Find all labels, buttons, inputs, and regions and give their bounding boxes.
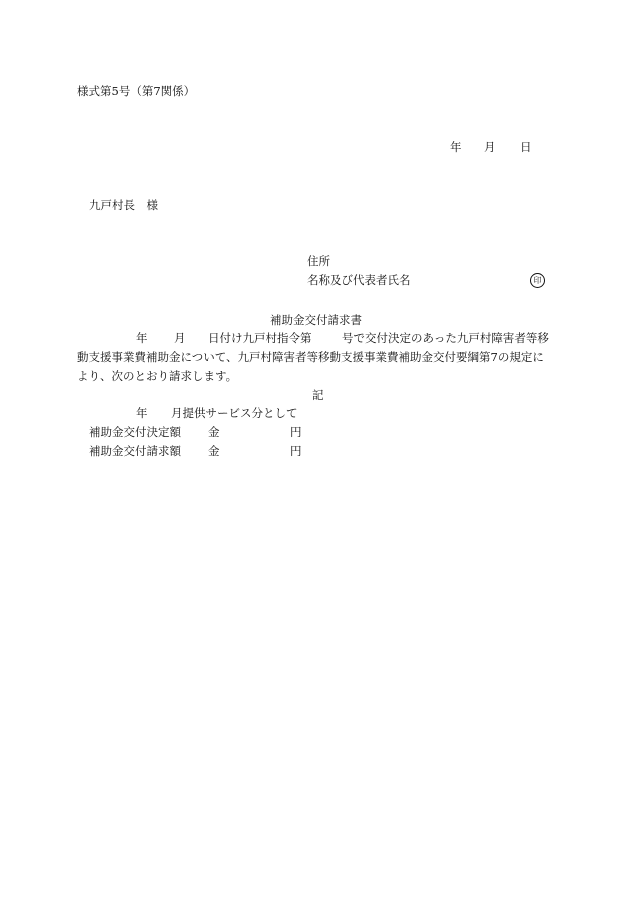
body-line3: より、次のとおり請求します。 (77, 369, 238, 383)
decided-amount-prefix: 金 (208, 425, 220, 439)
date-day: 日 (520, 140, 532, 154)
body-line1-a: 日付け九戸村指令第 (208, 331, 312, 345)
decided-amount-unit: 円 (290, 425, 302, 439)
requested-amount-unit: 円 (290, 444, 302, 458)
requested-amount-label: 補助金交付請求額 (89, 444, 181, 458)
seal-mark: 印 (530, 273, 545, 288)
address-label: 住所 (307, 254, 330, 268)
body-year: 年 (136, 331, 148, 345)
date-month: 月 (484, 140, 496, 154)
service-year: 年 (136, 406, 148, 420)
decided-amount-label: 補助金交付決定額 (89, 425, 181, 439)
requested-amount-prefix: 金 (208, 444, 220, 458)
date-year: 年 (450, 140, 462, 154)
document-title: 補助金交付請求書 (270, 313, 362, 327)
service-month-text: 月提供サービス分として (171, 406, 298, 420)
record-label: 記 (312, 388, 324, 402)
name-label: 名称及び代表者氏名 (307, 273, 411, 287)
body-line1-b: 号で交付決定のあった九戸村障害者等移 (342, 331, 549, 345)
addressee: 九戸村長 様 (89, 198, 158, 212)
form-number: 様式第5号（第7関係） (77, 84, 196, 98)
body-month: 月 (174, 331, 186, 345)
body-line2: 動支援事業費補助金について、九戸村障害者等移動支援事業費補助金交付要綱第7の規定に (77, 350, 544, 364)
